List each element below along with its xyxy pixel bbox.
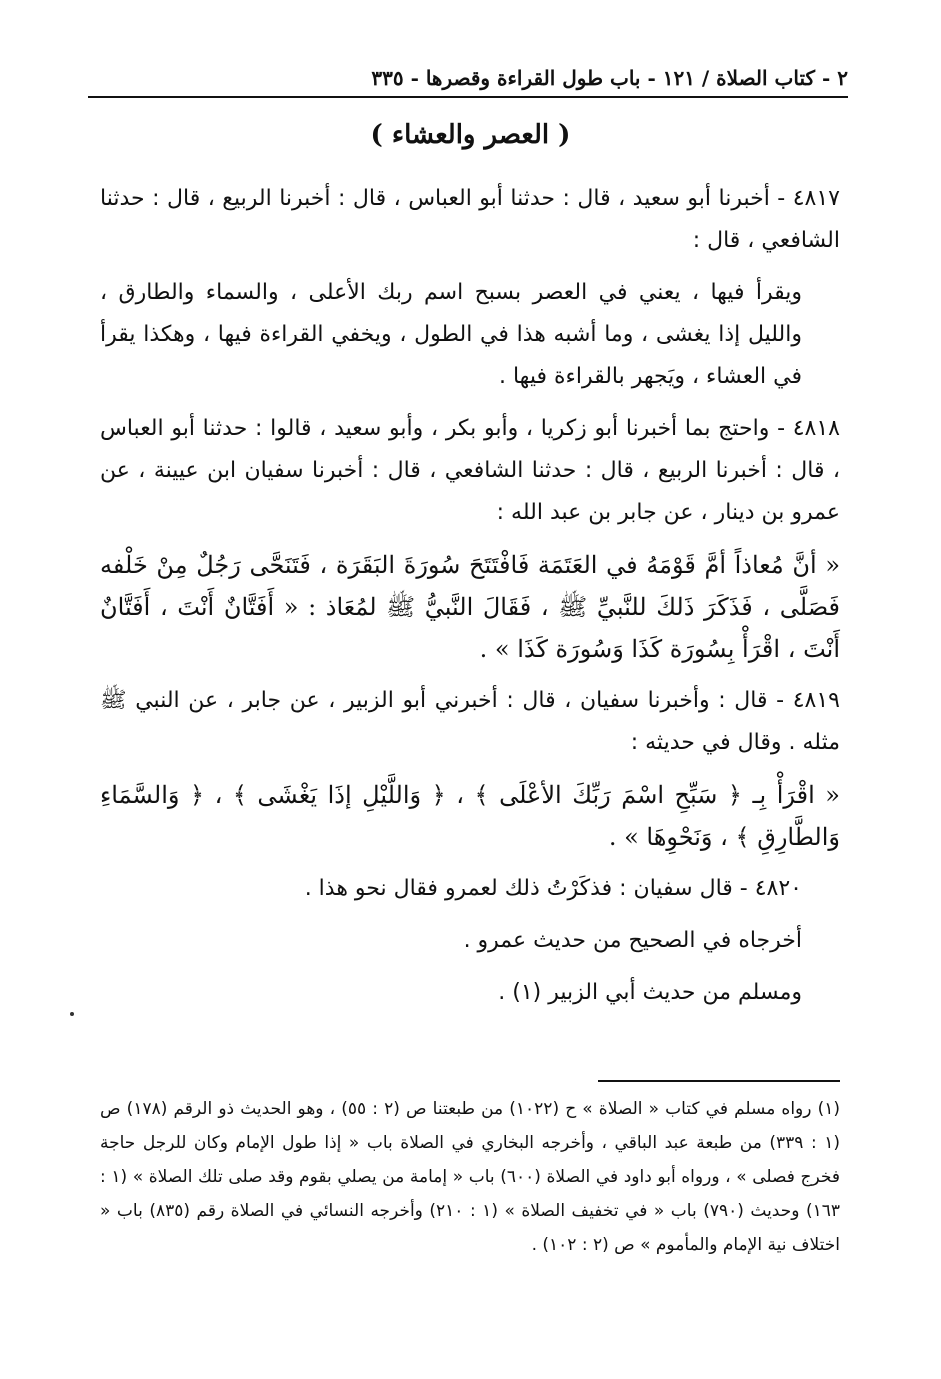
hadith-4819-quote: « اقْرَأْ بِـ ﴿ سَبِّحِ اسْمَ رَبِّكَ الأعْلَى ﴾ ، ﴿ وَاللَّيْلِ إذَا يَغْشَى ﴾ ، ﴿ وَالسَّمَاءِ وَالطَّارِقِ ﴾ ، وَنَحْوِهَا » . — [100, 781, 840, 851]
footnote-divider — [598, 1080, 840, 1082]
shafii-commentary: ويقرأ فيها ، يعني في العصر بسبح اسم ربك الأعلى ، والسماء والطارق ، والليل إذا يغشى ، وما أشبه هذا في الطول ، ويخفي القراءة فيها ، وهكذا يقرأ في العشاء ، ويَجهر بالقراءة فيها . — [100, 280, 802, 389]
takhrij-line-2: ومسلم من حديث أبي الزبير (١) . — [498, 980, 802, 1005]
footnote-1: (١) رواه مسلم في كتاب « الصلاة » ح (١٠٢٢) من طبعتنا ص (٢ : ٥٥) ، وهو الحديث ذو الرقم (١٧٨) ص (١ : ٣٣٩) من طبعة عبد الباقي ، وأخرجه البخاري في الصلاة باب « إذا طول الإمام وكان للرجل حاجة فخرج فصلى » ، ورواه أبو داود في الصلاة (٦٠٠) باب « إمامة من يصلي بقوم وقد صلى تلك الصلاة » (١ : ١٦٣) وحديث (٧٩٠) باب « في تخفيف الصلاة » (١ : ٢١٠) وأخرجه النسائي في الصلاة رقم (٨٣٥) باب « اختلاف نية الإمام والمأموم » ص (٢ : ١٠٢) . — [100, 1099, 840, 1255]
page-header — [88, 62, 848, 98]
main-text — [100, 178, 840, 1024]
hadith-4817: ٤٨١٧ - أخبرنا أبو سعيد ، قال : حدثنا أبو العباس ، قال : أخبرنا الربيع ، قال : حدثنا الشافعي ، قال : — [100, 186, 840, 253]
hadith-4818: ٤٨١٨ - واحتج بما أخبرنا أبو زكريا ، وأبو بكر ، وأبو سعيد ، قالوا : حدثنا أبو العباس ، قال : أخبرنا الربيع ، قال : حدثنا الشافعي ، قال : أخبرنا سفيان ابن عيينة ، عن عمرو بن دينار ، عن جابر بن عبد الله : — [100, 416, 840, 525]
section-title: ( العصر والعشاء ) — [370, 120, 571, 150]
hadith-4820: ٤٨٢٠ - قال سفيان : فذكَرْتُ ذلك لعمرو فقال نحو هذا . — [304, 876, 802, 901]
footnote-block — [100, 1092, 840, 1262]
running-head: ٢ - كتاب الصلاة / ١٢١ - باب طول القراءة وقصرها - ٣٣٥ — [371, 66, 848, 90]
takhrij-line-1: أخرجاه في الصحيح من حديث عمرو . — [463, 928, 802, 953]
hadith-4818-quote: « أنَّ مُعاذاً أمَّ قَوْمَهُ في العَتَمَة فَافْتَتَحَ سُورَةَ البَقَرَة ، فَتَنَحَّى رَجُلٌ مِنْ خَلْفه فَصَلَّى ، فَذَكَرَ ذَلكَ للنَّبيِّ ﷺ ، فَقَالَ النَّبيُّ ﷺ لمُعَاذ : « أَفَتَّانٌ أَنْتَ ، أَفَتَّانٌ أَنْتَ ، اقْرَأْ بِسُورَة كَذَا وَسُورَة كَذَا » . — [100, 551, 840, 663]
scan-speck — [70, 1012, 74, 1016]
hadith-4819: ٤٨١٩ - قال : وأخبرنا سفيان ، قال : أخبرني أبو الزبير ، عن جابر ، عن النبي ﷺ مثله . وقال في حديثه : — [100, 688, 840, 755]
